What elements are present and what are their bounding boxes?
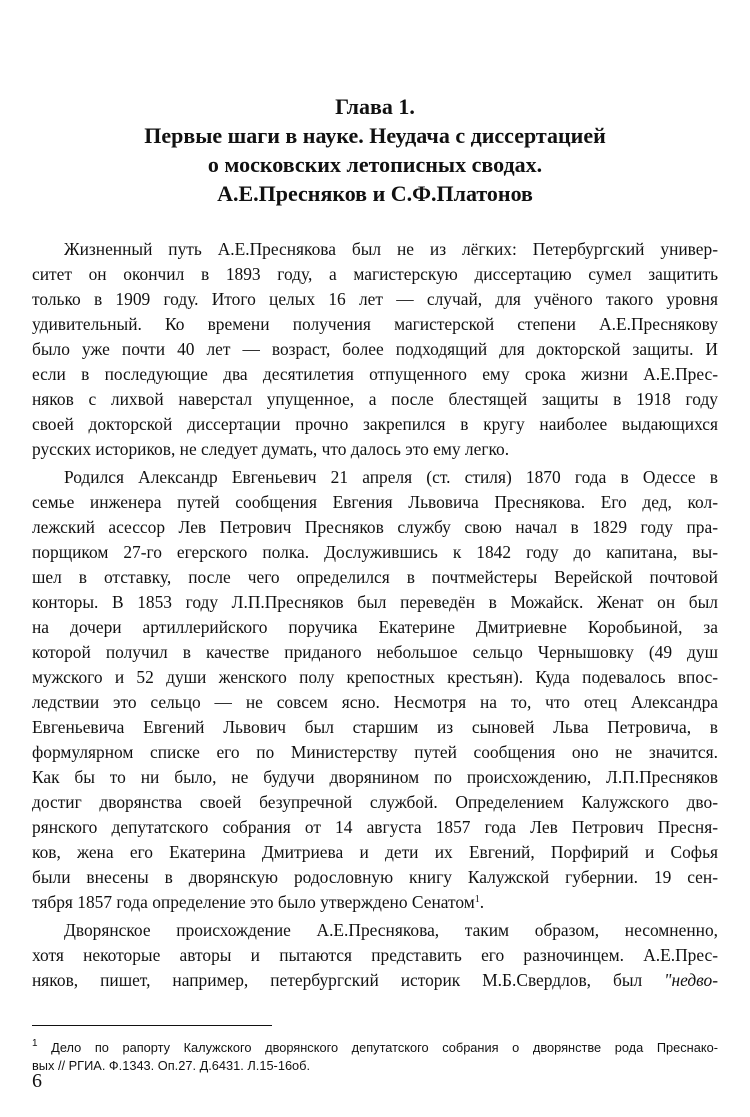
- text-segment: .: [479, 892, 485, 912]
- chapter-number: Глава 1.: [335, 94, 415, 119]
- footnote-line: [32, 1039, 718, 1057]
- text-line: которой получил в качестве приданого небольшое сельцо Чернышовку (49 душ: [32, 642, 718, 662]
- chapter-title-line: о московских летописных сводах.: [207, 152, 543, 177]
- text-line: [32, 890, 718, 915]
- chapter-heading: [60, 92, 690, 208]
- text-line: конторы. В 1853 году Л.П.Пресняков был переведён в Можайск. Женат он был: [32, 592, 718, 612]
- footnote-divider: [32, 1025, 272, 1026]
- chapter-title-line: А.Е.Пресняков и С.Ф.Платонов: [217, 181, 533, 206]
- text-line: Родился Александр Евгеньевич 21 апреля (ст. стиля) 1870 года в Одессе в: [64, 467, 718, 487]
- text-line: рянского депутатского собрания от 14 августа 1857 года Лев Петрович Пресня-: [32, 817, 718, 837]
- text-line: ков, жена его Екатерина Дмитриева и дети их Евгений, Порфирий и Софья: [32, 842, 718, 862]
- text-segment: няков, пишет, например, петербургский историк М.Б.Свердлов, был: [32, 970, 643, 990]
- text-line: [32, 968, 718, 993]
- text-line: были внесены в дворянскую родословную книгу Калужской губернии. 19 сен-: [32, 867, 718, 887]
- page-number: 6: [32, 1070, 42, 1092]
- text-line: только в 1909 году. Итого целых 16 лет — случай, для учёного такого уровня: [32, 289, 718, 309]
- text-line: семье инженера путей сообщения Евгения Львовича Преснякова. Его дед, кол-: [32, 492, 718, 512]
- text-line: Жизненный путь А.Е.Преснякова был не из лёгких: Петербургский универ-: [64, 239, 718, 259]
- text-line: лежский асессор Лев Петрович Пресняков службу свою начал в 1829 году пра-: [32, 517, 718, 537]
- text-line: своей докторской диссертации прочно закрепился в кругу наиболее выдающихся: [32, 414, 718, 434]
- footnote-reference[interactable]: 1: [474, 894, 480, 905]
- text-line: Дворянское происхождение А.Е.Преснякова, таким образом, несомненно,: [64, 920, 718, 940]
- text-line: мужского и 52 души женского полу крепостных крестьян). Куда подевалось впос-: [32, 667, 718, 687]
- text-line: русских историков, не следует думать, что далось это ему легко.: [32, 439, 510, 459]
- text-line: было уже почти 40 лет — возраст, более подходящий для докторской защиты. И: [32, 339, 718, 359]
- footnote-mark: 1: [32, 1038, 38, 1049]
- footnote-text: Дело по рапорту Калужского дворянского депутатского собрания о дворянстве рода Преснако-: [37, 1040, 718, 1055]
- text-segment: тября 1857 года определение это было утверждено Сенатом: [32, 892, 475, 912]
- footnote-line: вых // РГИА. Ф.1343. Оп.27. Д.6431. Л.15-16об.: [32, 1058, 311, 1073]
- text-line: шел в отставку, после чего определился в почтмейстеры Верейской почтовой: [32, 567, 718, 587]
- text-line: достиг дворянства своей безупречной службой. Определением Калужского дво-: [32, 792, 718, 812]
- text-line: удивительный. Ко времени получения магистерской степени А.Е.Преснякову: [32, 314, 718, 334]
- chapter-title-line: Первые шаги в науке. Неудача с диссертацией: [144, 123, 606, 148]
- quoted-italic-text: "недво-: [664, 970, 718, 990]
- text-line: формулярном списке его по Министерству путей сообщения оно не значится.: [32, 742, 718, 762]
- text-line: Евгеньевича Евгений Львович был старшим из сыновей Льва Петровича, в: [32, 717, 718, 737]
- text-line: хотя некоторые авторы и пытаются представить его разночинцем. А.Е.Прес-: [32, 945, 718, 965]
- text-line: Как бы то ни было, не будучи дворянином по происхождению, Л.П.Пресняков: [32, 767, 718, 787]
- text-line: няков с лихвой наверстал упущенное, а после блестящей защиты в 1918 году: [32, 389, 718, 409]
- text-line: на дочери артиллерийского поручика Екатерине Дмитриевне Коробьиной, за: [32, 617, 718, 637]
- text-line: если в последующие два десятилетия отпущенного ему срока жизни А.Е.Прес-: [32, 364, 718, 384]
- text-line: ситет он окончил в 1893 году, а магистерскую диссертацию сумел защитить: [32, 264, 718, 284]
- text-line: ледствии это сельцо — не совсем ясно. Несмотря на то, что отец Александра: [32, 692, 718, 712]
- text-line: порщиком 27-го егерского полка. Дослужившись к 1842 году до капитана, вы-: [32, 542, 718, 562]
